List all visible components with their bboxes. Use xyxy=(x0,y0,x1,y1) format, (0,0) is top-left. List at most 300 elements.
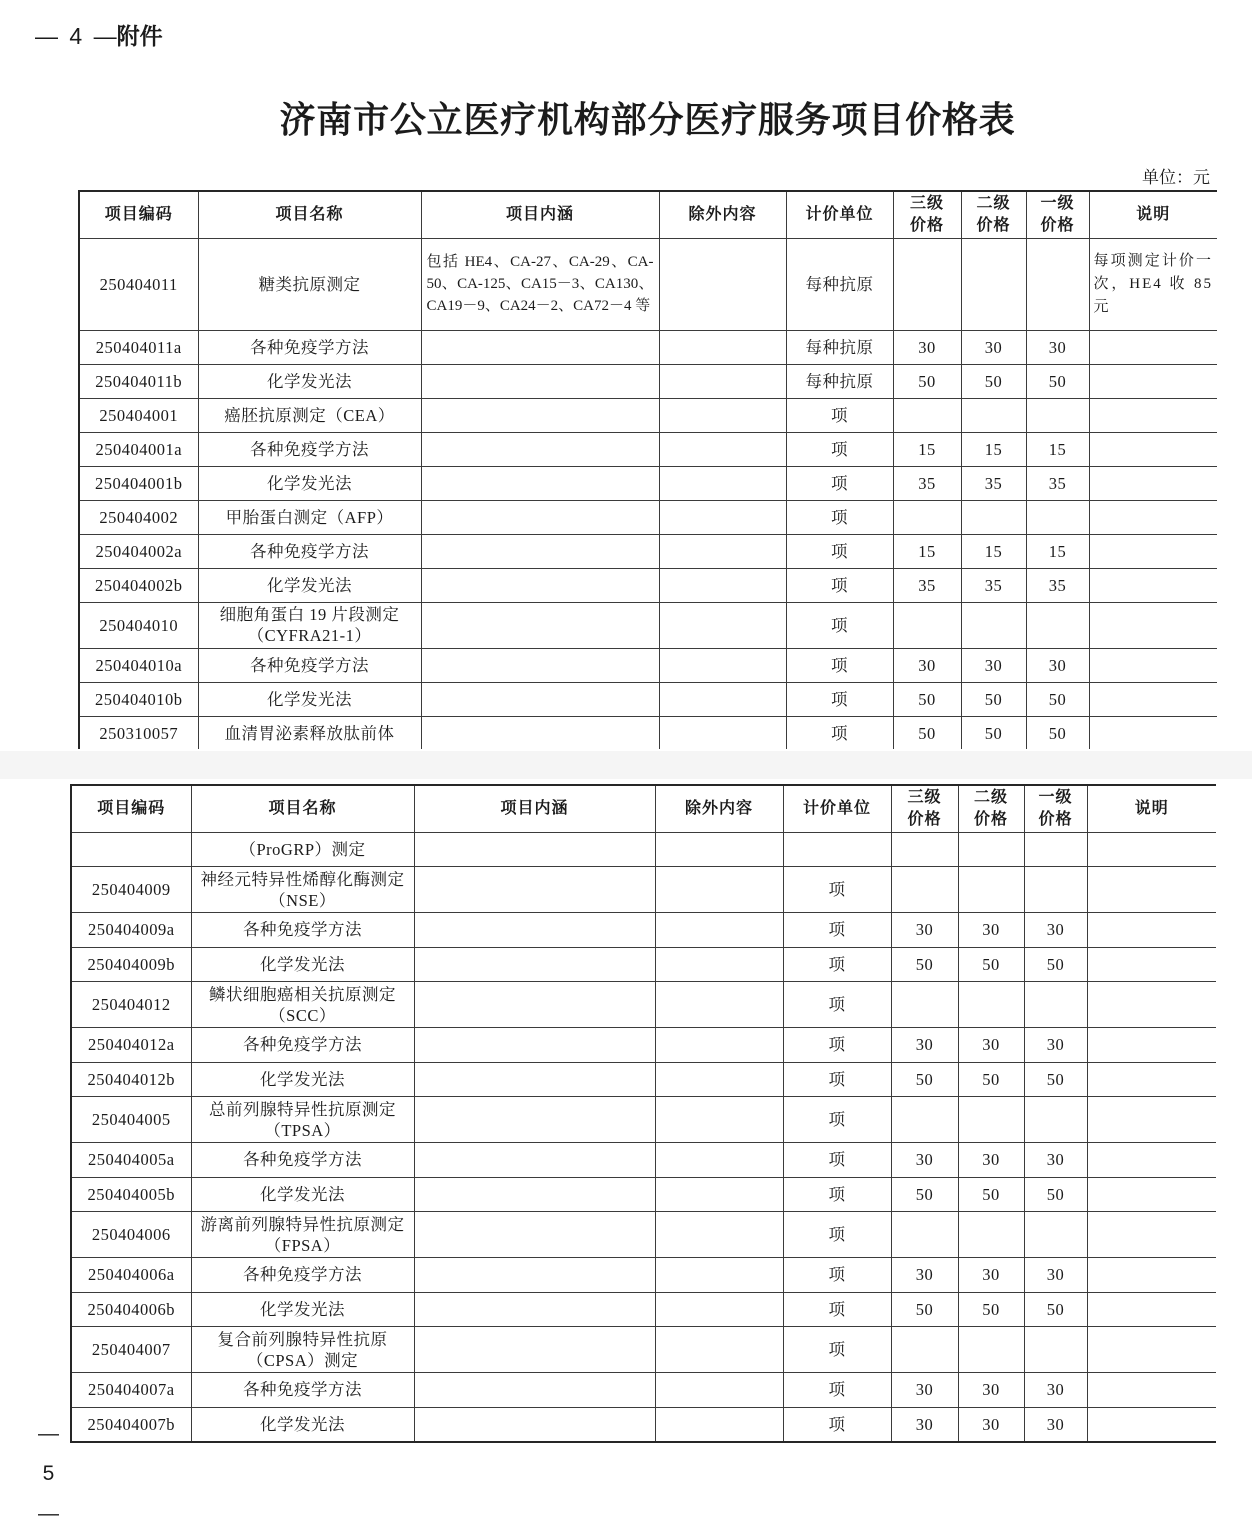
price-tier2-cell xyxy=(958,1177,1024,1212)
remark-cell xyxy=(1087,913,1216,948)
remark-cell xyxy=(1087,1258,1216,1293)
price-tier2-cell xyxy=(958,1212,1024,1258)
pricing-unit: 项 xyxy=(828,1184,846,1204)
price-tier2-cell xyxy=(961,648,1026,682)
item-code: 250404011 xyxy=(99,274,178,294)
price-tier1-cell xyxy=(1026,500,1089,534)
table-row xyxy=(79,568,1217,602)
item-code-cell xyxy=(79,330,198,364)
excluded-content-cell xyxy=(655,832,783,867)
price-tier1-cell xyxy=(1024,913,1087,948)
table-row xyxy=(79,534,1217,568)
item-code: 250404005 xyxy=(91,1110,171,1129)
price-tier2-cell xyxy=(958,947,1024,982)
price-tier1-cell xyxy=(1024,1407,1087,1442)
excluded-content-cell xyxy=(655,1212,783,1258)
table-row xyxy=(79,648,1217,682)
remark-cell xyxy=(1087,1143,1216,1178)
table-row xyxy=(79,716,1217,749)
table-row xyxy=(71,913,1216,948)
pricing-unit: 项 xyxy=(828,1110,846,1129)
pricing-unit: 每种抗原 xyxy=(805,337,874,357)
price-tier1-cell xyxy=(1024,1373,1087,1408)
item-name-cell xyxy=(191,1373,414,1408)
item-name: 化学发光法 xyxy=(267,689,352,709)
remark-cell xyxy=(1087,867,1216,913)
item-code-cell xyxy=(71,1373,191,1408)
column-header-price-tier2 xyxy=(958,785,1024,832)
item-content-cell xyxy=(414,1327,655,1373)
price-tier3-cell xyxy=(893,534,961,568)
pricing-unit-cell xyxy=(783,1373,891,1408)
price-tier3: 30 xyxy=(915,1150,934,1170)
item-code-cell xyxy=(71,1212,191,1258)
item-content-cell xyxy=(414,1028,655,1063)
price-tier2-cell xyxy=(958,1373,1024,1408)
column-header-price-tier2 xyxy=(961,191,1026,238)
price-tier2-cell xyxy=(958,913,1024,948)
remark-cell xyxy=(1087,1097,1216,1143)
remark-cell xyxy=(1087,1292,1216,1327)
item-name: 化学发光法 xyxy=(260,1184,345,1204)
remark-cell xyxy=(1087,832,1216,867)
column-header-label: 项目内涵 xyxy=(500,799,569,817)
pricing-unit: 项 xyxy=(831,473,848,493)
column-header-label: 除外内容 xyxy=(688,205,757,223)
pricing-unit: 每种抗原 xyxy=(805,371,874,391)
table-body xyxy=(71,832,1216,1442)
table-header xyxy=(71,785,1216,832)
price-tier2: 50 xyxy=(982,1069,1000,1089)
price-tier1: 50 xyxy=(1046,1184,1065,1204)
price-tier3: 50 xyxy=(915,1184,934,1204)
item-code-cell xyxy=(71,1292,191,1327)
price-tier3-cell xyxy=(893,648,961,682)
price-tier2-cell xyxy=(958,1062,1024,1097)
item-code-cell xyxy=(71,982,191,1028)
item-name-cell xyxy=(198,364,421,398)
item-content-cell xyxy=(421,716,659,749)
price-tier3: 50 xyxy=(915,954,934,974)
excluded-content-cell xyxy=(655,1028,783,1063)
item-code: 250404006b xyxy=(87,1299,175,1319)
price-tier3-cell xyxy=(893,238,961,330)
excluded-content-cell xyxy=(655,1177,783,1212)
price-tier2-cell xyxy=(958,982,1024,1028)
price-tier3-cell xyxy=(893,466,961,500)
item-code-cell xyxy=(79,568,198,602)
excluded-content-cell xyxy=(659,398,786,432)
item-content-cell xyxy=(414,982,655,1028)
price-tier1-cell xyxy=(1024,867,1087,913)
page-gap xyxy=(0,751,1252,779)
column-header-pricing-unit xyxy=(783,785,891,832)
item-code: 250404005a xyxy=(87,1150,175,1170)
column-header-item-content xyxy=(421,191,659,238)
item-code: 250404007 xyxy=(91,1340,171,1359)
column-header-label: 说明 xyxy=(1134,799,1169,817)
table-row xyxy=(71,1143,1216,1178)
item-code-cell xyxy=(71,1028,191,1063)
item-name: （SCC） xyxy=(269,1005,336,1025)
item-name: （CPSA）测定 xyxy=(246,1350,359,1370)
item-code: 250404002a xyxy=(95,541,183,561)
item-code-cell xyxy=(79,466,198,500)
price-tier3-cell xyxy=(891,947,958,982)
item-name-cell xyxy=(191,1292,414,1327)
item-content-cell xyxy=(421,364,659,398)
price-tier3-cell xyxy=(893,364,961,398)
item-name-cell xyxy=(198,238,421,330)
price-tier2-cell xyxy=(958,1327,1024,1373)
item-content-cell xyxy=(421,534,659,568)
item-code: 250404009b xyxy=(87,954,175,974)
pricing-unit: 项 xyxy=(828,954,846,974)
column-header-label: 三级 xyxy=(907,788,942,806)
price-table-page-2 xyxy=(70,784,1216,1443)
column-header-label: 项目名称 xyxy=(275,205,344,223)
item-name-cell xyxy=(191,1212,414,1258)
pricing-unit-cell xyxy=(786,238,893,330)
item-name-cell xyxy=(191,1143,414,1178)
item-name: 化学发光法 xyxy=(267,371,352,391)
pricing-unit-cell xyxy=(783,1143,891,1178)
item-name: 游离前列腺特异性抗原测定 xyxy=(200,1214,405,1234)
item-code-cell xyxy=(79,534,198,568)
price-tier1-cell xyxy=(1024,947,1087,982)
table-row xyxy=(79,398,1217,432)
column-header-label: 价格 xyxy=(909,216,944,234)
pricing-unit: 项 xyxy=(831,507,848,527)
table-row xyxy=(71,1212,1216,1258)
column-header-label: 价格 xyxy=(973,810,1008,828)
price-tier3-cell xyxy=(891,832,958,867)
price-tier2-cell xyxy=(961,500,1026,534)
pricing-unit-cell xyxy=(786,682,893,716)
excluded-content-cell xyxy=(659,682,786,716)
item-content-cell xyxy=(414,1062,655,1097)
excluded-content-cell xyxy=(659,568,786,602)
price-tier1-cell xyxy=(1026,568,1089,602)
price-tier3: 15 xyxy=(918,541,936,561)
price-tier1: 50 xyxy=(1048,723,1067,743)
table-row xyxy=(71,1373,1216,1408)
item-code: 250404012a xyxy=(87,1035,175,1055)
price-tier3: 30 xyxy=(915,1035,934,1055)
price-tier1-cell xyxy=(1026,432,1089,466)
item-name-cell xyxy=(198,568,421,602)
item-content-cell xyxy=(414,832,655,867)
item-name-cell xyxy=(191,1097,414,1143)
item-code: 250404012 xyxy=(91,995,171,1014)
excluded-content-cell xyxy=(659,466,786,500)
price-tier2: 30 xyxy=(982,1150,1000,1170)
item-name-cell xyxy=(198,432,421,466)
pricing-unit: 项 xyxy=(831,615,848,635)
item-code: 250404001a xyxy=(95,439,183,459)
remark-cell xyxy=(1089,648,1217,682)
item-content-cell xyxy=(421,432,659,466)
item-name: （CYFRA21-1） xyxy=(247,626,372,645)
item-content-cell xyxy=(421,238,659,330)
item-name: 总前列腺特异性抗原测定 xyxy=(209,1099,396,1119)
excluded-content-cell xyxy=(655,1292,783,1327)
item-content: 包括 HE4、CA-27、CA-29、CA-50、CA-125、CA15－3、CA130、CA19－9、CA24－2、CA72－4 等 xyxy=(426,254,654,314)
excluded-content-cell xyxy=(655,1327,783,1373)
price-tier1: 50 xyxy=(1046,1069,1065,1089)
header-row xyxy=(71,785,1216,832)
remark-cell xyxy=(1089,534,1217,568)
item-code-cell xyxy=(79,648,198,682)
item-name-cell xyxy=(191,832,414,867)
price-tier2: 50 xyxy=(982,1184,1000,1204)
column-header-label: 除外内容 xyxy=(684,799,753,817)
price-tier3-cell xyxy=(893,330,961,364)
item-name-cell xyxy=(191,947,414,982)
price-tier1-cell xyxy=(1026,682,1089,716)
item-name: 鳞状细胞癌相关抗原测定 xyxy=(209,984,396,1004)
item-code: 250404006 xyxy=(91,1225,171,1244)
item-content-cell xyxy=(421,602,659,648)
excluded-content-cell xyxy=(655,947,783,982)
remark-cell xyxy=(1089,466,1217,500)
price-tier3: 30 xyxy=(918,337,936,357)
price-tier3: 30 xyxy=(915,920,934,940)
price-tier2: 30 xyxy=(984,655,1003,675)
excluded-content-cell xyxy=(655,913,783,948)
table-row xyxy=(71,1258,1216,1293)
column-header-label: 二级 xyxy=(976,194,1011,212)
pricing-unit-cell xyxy=(786,534,893,568)
price-tier1-cell xyxy=(1024,1028,1087,1063)
price-tier1-cell xyxy=(1024,1062,1087,1097)
item-content-cell xyxy=(421,500,659,534)
price-tier2: 50 xyxy=(984,723,1003,743)
price-tier1: 50 xyxy=(1048,371,1067,391)
item-code: 250404011b xyxy=(95,371,183,391)
table-row xyxy=(79,500,1217,534)
item-name: 化学发光法 xyxy=(260,1299,345,1319)
remark-cell xyxy=(1089,602,1217,648)
price-tier3: 15 xyxy=(918,439,936,459)
price-table xyxy=(78,190,1217,749)
excluded-content-cell xyxy=(659,238,786,330)
price-tier1-cell xyxy=(1026,398,1089,432)
price-tier2: 50 xyxy=(982,1299,1000,1319)
item-code: 250404010a xyxy=(95,655,183,675)
price-tier1-cell xyxy=(1024,982,1087,1028)
price-tier1-cell xyxy=(1024,1177,1087,1212)
price-tier2: 50 xyxy=(984,371,1003,391)
price-tier2-cell xyxy=(958,1028,1024,1063)
pricing-unit-cell xyxy=(783,832,891,867)
item-code: 250404005b xyxy=(87,1184,175,1204)
remark-cell xyxy=(1087,982,1216,1028)
price-tier3-cell xyxy=(891,1407,958,1442)
excluded-content-cell xyxy=(655,1062,783,1097)
price-tier1-cell xyxy=(1024,1327,1087,1373)
price-tier1: 30 xyxy=(1046,1414,1065,1434)
table-row xyxy=(71,1062,1216,1097)
price-tier2-cell xyxy=(961,238,1026,330)
table-row xyxy=(79,682,1217,716)
price-tier3-cell xyxy=(891,1327,958,1373)
item-code: 250404002 xyxy=(99,507,179,527)
price-tier3-cell xyxy=(891,913,958,948)
price-tier1-cell xyxy=(1026,716,1089,749)
table-row xyxy=(71,1028,1216,1063)
column-header-label: 价格 xyxy=(976,216,1011,234)
price-tier2-cell xyxy=(958,1258,1024,1293)
price-tier1-cell xyxy=(1024,832,1087,867)
remark-cell xyxy=(1087,947,1216,982)
remark-cell xyxy=(1087,1177,1216,1212)
item-code: 250404011a xyxy=(95,337,182,357)
price-tier2: 35 xyxy=(984,473,1003,493)
item-content-cell xyxy=(421,466,659,500)
pricing-unit: 项 xyxy=(831,541,848,561)
column-header-label: 一级 xyxy=(1040,194,1075,212)
item-code-cell xyxy=(71,1143,191,1178)
price-tier1-cell xyxy=(1024,1292,1087,1327)
pricing-unit: 项 xyxy=(828,920,846,940)
pricing-unit-cell xyxy=(783,1097,891,1143)
pricing-unit-cell xyxy=(783,1212,891,1258)
item-code: 250404010b xyxy=(95,689,183,709)
price-tier3: 50 xyxy=(918,371,936,391)
pricing-unit: 项 xyxy=(831,655,848,675)
price-tier1: 50 xyxy=(1046,1299,1065,1319)
pricing-unit-cell xyxy=(783,1407,891,1442)
document-title: 济南市公立医疗机构部分医疗服务项目价格表 xyxy=(279,100,1016,140)
item-code-cell xyxy=(71,867,191,913)
price-tier1: 50 xyxy=(1048,689,1067,709)
item-code-cell xyxy=(71,1407,191,1442)
remark-cell xyxy=(1087,1028,1216,1063)
price-table xyxy=(70,784,1216,1443)
item-content-cell xyxy=(414,1212,655,1258)
pricing-unit-cell xyxy=(786,716,893,749)
price-tier2-cell xyxy=(961,432,1026,466)
column-header-price-tier1 xyxy=(1026,191,1089,238)
item-name: （NSE） xyxy=(269,890,336,910)
pricing-unit: 项 xyxy=(828,1340,846,1359)
table-row xyxy=(71,1177,1216,1212)
price-tier2: 30 xyxy=(982,920,1000,940)
price-tier1-cell xyxy=(1026,466,1089,500)
item-code: 250404012b xyxy=(87,1069,175,1089)
table-body xyxy=(79,238,1217,749)
item-name: 各种免疫学方法 xyxy=(250,655,369,675)
price-tier2-cell xyxy=(958,1407,1024,1442)
column-header-excluded-content xyxy=(659,191,786,238)
price-tier3-cell xyxy=(893,500,961,534)
excluded-content-cell xyxy=(655,982,783,1028)
price-tier3-cell xyxy=(891,1212,958,1258)
table-row xyxy=(71,832,1216,867)
table-row xyxy=(71,1407,1216,1442)
column-header-excluded-content xyxy=(655,785,783,832)
price-tier2-cell xyxy=(961,534,1026,568)
price-tier3-cell xyxy=(891,1028,958,1063)
pricing-unit: 项 xyxy=(831,689,848,709)
price-tier1-cell xyxy=(1024,1143,1087,1178)
item-name: 各种免疫学方法 xyxy=(250,337,369,357)
item-content-cell xyxy=(421,682,659,716)
item-name-cell xyxy=(198,648,421,682)
item-name-cell xyxy=(198,716,421,749)
remark-cell xyxy=(1089,398,1217,432)
table-row xyxy=(71,947,1216,982)
price-tier2-cell xyxy=(961,568,1026,602)
price-tier3-cell xyxy=(891,1177,958,1212)
item-content-cell xyxy=(414,1258,655,1293)
item-name: 各种免疫学方法 xyxy=(243,1150,362,1170)
item-name: 细胞角蛋白 19 片段测定 xyxy=(219,605,400,624)
pricing-unit-cell xyxy=(786,432,893,466)
column-header-item-code xyxy=(71,785,191,832)
remark-cell xyxy=(1087,1327,1216,1373)
price-tier3-cell xyxy=(893,568,961,602)
item-name: 化学发光法 xyxy=(267,575,352,595)
item-content-cell xyxy=(414,1177,655,1212)
pricing-unit: 项 xyxy=(828,1035,846,1055)
column-header-label: 项目名称 xyxy=(268,799,337,817)
excluded-content-cell xyxy=(659,716,786,749)
item-name: 甲胎蛋白测定（AFP） xyxy=(225,507,394,527)
remark-cell xyxy=(1089,716,1217,749)
excluded-content-cell xyxy=(655,1258,783,1293)
price-tier1: 35 xyxy=(1048,473,1067,493)
item-name: 各种免疫学方法 xyxy=(243,1265,362,1285)
excluded-content-cell xyxy=(659,648,786,682)
attachment-label: 附件 xyxy=(116,23,163,49)
excluded-content-cell xyxy=(655,1407,783,1442)
price-tier3: 50 xyxy=(915,1069,934,1089)
item-name: 复合前列腺特异性抗原 xyxy=(217,1329,388,1349)
price-tier1-cell xyxy=(1026,534,1089,568)
table-row xyxy=(79,364,1217,398)
item-code-cell xyxy=(79,602,198,648)
price-tier2-cell xyxy=(961,716,1026,749)
excluded-content-cell xyxy=(659,330,786,364)
price-tier3-cell xyxy=(891,1062,958,1097)
price-tier1: 15 xyxy=(1048,439,1067,459)
pricing-unit: 项 xyxy=(828,880,846,899)
price-tier2-cell xyxy=(958,867,1024,913)
price-tier1-cell xyxy=(1026,602,1089,648)
item-code-cell xyxy=(79,398,198,432)
page-number-bottom: — 5 — xyxy=(37,1422,60,1522)
pricing-unit-cell xyxy=(786,330,893,364)
column-header-label: 计价单位 xyxy=(802,799,871,817)
price-tier1: 35 xyxy=(1048,575,1067,595)
price-tier3: 50 xyxy=(918,689,936,709)
page-header xyxy=(35,20,163,52)
price-tier2-cell xyxy=(961,466,1026,500)
price-tier2-cell xyxy=(961,364,1026,398)
pricing-unit: 项 xyxy=(828,1380,846,1400)
item-code: 250404001b xyxy=(95,473,183,493)
pricing-unit-cell xyxy=(786,568,893,602)
pricing-unit: 项 xyxy=(828,1150,846,1170)
item-content-cell xyxy=(414,1407,655,1442)
price-tier3-cell xyxy=(893,398,961,432)
price-tier3-cell xyxy=(893,432,961,466)
price-tier3-cell xyxy=(893,716,961,749)
price-tier1-cell xyxy=(1026,364,1089,398)
pricing-unit-cell xyxy=(783,1028,891,1063)
